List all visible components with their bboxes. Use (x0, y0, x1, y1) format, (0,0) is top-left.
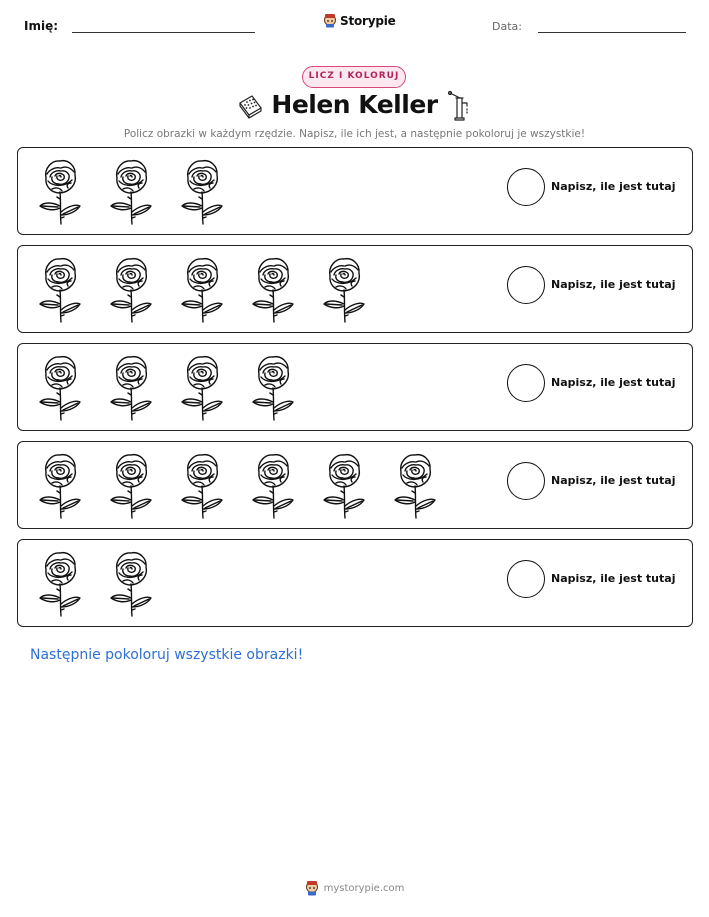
rose-icon[interactable] (172, 156, 243, 226)
answer-circle[interactable] (507, 266, 545, 304)
title-row (0, 88, 709, 128)
storypie-mascot-icon (323, 13, 337, 28)
rose-icon[interactable] (243, 450, 314, 520)
rose-icon[interactable] (30, 548, 101, 618)
page-title: Helen Keller (271, 90, 438, 119)
site-footer (0, 880, 709, 896)
coloring-note: Następnie pokoloruj wszystkie obrazki! (30, 647, 304, 663)
rose-icon[interactable] (30, 254, 101, 324)
rose-icon[interactable] (172, 352, 243, 422)
brand-name: Storypie (340, 13, 396, 28)
rose-icon[interactable] (243, 352, 314, 422)
answer-label: Napisz, ile jest tutaj (551, 474, 676, 487)
count-row (17, 539, 693, 627)
water-pump-icon (446, 90, 472, 122)
answer-label: Napisz, ile jest tutaj (551, 376, 676, 389)
name-field[interactable] (72, 32, 255, 33)
rose-group (30, 352, 314, 422)
rose-icon[interactable] (101, 548, 172, 618)
count-row (17, 245, 693, 333)
answer-circle[interactable] (507, 560, 545, 598)
instructions: Policz obrazki w każdym rzędzie. Napisz, ile ich jest, a następnie pokoloruj je wszystkie! (123, 128, 586, 140)
name-label: Imię: (24, 19, 59, 33)
rose-icon[interactable] (314, 450, 385, 520)
count-row (17, 441, 693, 529)
site-url: mystorypie.com (323, 882, 405, 894)
rose-icon[interactable] (101, 156, 172, 226)
counting-rows (17, 147, 693, 637)
answer-circle[interactable] (507, 462, 545, 500)
date-field[interactable] (538, 32, 686, 33)
answer-label: Napisz, ile jest tutaj (551, 180, 676, 193)
rose-icon[interactable] (30, 156, 101, 226)
answer-label: Napisz, ile jest tutaj (551, 278, 676, 291)
activity-badge: LICZ I KOLORUJ (302, 66, 406, 88)
count-row (17, 147, 693, 235)
answer-circle[interactable] (507, 364, 545, 402)
rose-icon[interactable] (101, 352, 172, 422)
rose-icon[interactable] (30, 450, 101, 520)
answer-circle[interactable] (507, 168, 545, 206)
rose-group (30, 450, 456, 520)
rose-icon[interactable] (172, 450, 243, 520)
date-label: Data: (492, 20, 522, 33)
count-row (17, 343, 693, 431)
rose-icon[interactable] (172, 254, 243, 324)
rose-icon[interactable] (314, 254, 385, 324)
rose-icon[interactable] (101, 450, 172, 520)
rose-icon[interactable] (243, 254, 314, 324)
rose-icon[interactable] (30, 352, 101, 422)
rose-group (30, 254, 385, 324)
rose-icon[interactable] (385, 450, 456, 520)
rose-group (30, 156, 243, 226)
rose-group (30, 548, 172, 618)
rose-icon[interactable] (101, 254, 172, 324)
brand-logo (323, 13, 396, 28)
storypie-mascot-icon (305, 880, 319, 896)
answer-label: Napisz, ile jest tutaj (551, 572, 676, 585)
worksheet-header (0, 0, 709, 50)
